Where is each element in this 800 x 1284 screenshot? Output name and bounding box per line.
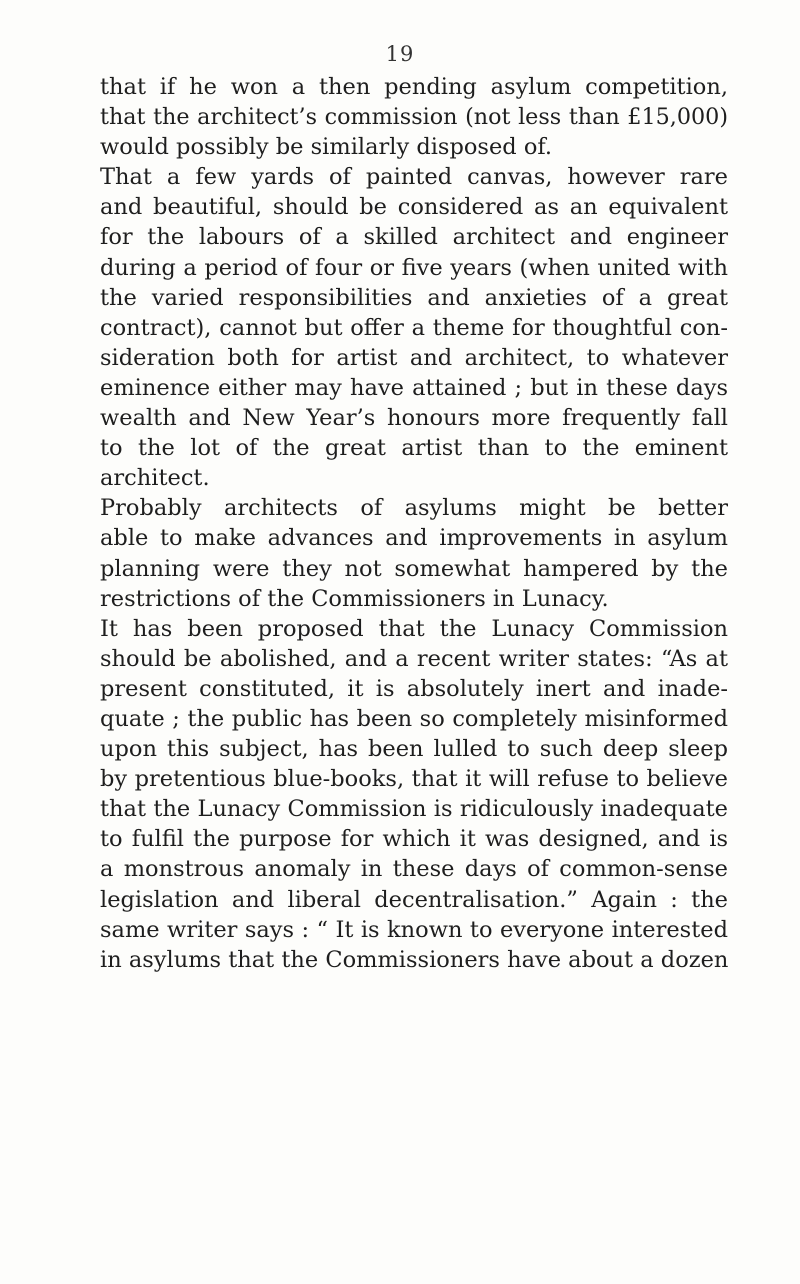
text-line: It has been proposed that the Lunacy Commission bbox=[100, 615, 728, 642]
text-line: sideration both for artist and architect, to whatever bbox=[100, 344, 728, 371]
text-line: legislation and liberal decentralisation.” Again : the bbox=[100, 886, 728, 913]
text-line: present constituted, it is absolutely inert and inade- bbox=[100, 675, 728, 702]
text-line: a monstrous anomaly in these days of common-sense bbox=[100, 856, 728, 883]
text-line: and beautiful, should be considered as an equivalent bbox=[100, 194, 728, 221]
text-line: architect. bbox=[100, 465, 210, 492]
text-line: during a period of four or five years (when united with bbox=[100, 254, 728, 281]
text-line: by pretentious blue-books, that it will refuse to believe bbox=[100, 766, 728, 793]
text-line: restrictions of the Commissioners in Lunacy. bbox=[100, 585, 609, 612]
text-line: should be abolished, and a recent writer states: “As at bbox=[100, 645, 728, 672]
text-line: the varied responsibilities and anxieties of a great bbox=[100, 284, 728, 311]
body-text bbox=[100, 72, 728, 975]
text-line: that the architect’s commission (not less than £15,000) bbox=[100, 104, 728, 131]
text-line: upon this subject, has been lulled to such deep sleep bbox=[100, 736, 728, 763]
text-line: that the Lunacy Commission is ridiculously inadequate bbox=[100, 796, 728, 823]
text-line: that if he won a then pending asylum competition, bbox=[100, 74, 728, 100]
text-line: contract), cannot but offer a theme for thoughtful con- bbox=[100, 314, 728, 341]
text-line: to fulfil the purpose for which it was designed, and is bbox=[100, 826, 728, 853]
page-number: 19 bbox=[385, 42, 415, 66]
text-line: able to make advances and improvements in asylum bbox=[100, 525, 728, 552]
text-line: wealth and New Year’s honours more frequently fall bbox=[100, 405, 728, 432]
text-line: That a few yards of painted canvas, however rare bbox=[100, 164, 728, 191]
text-line: in asylums that the Commissioners have about a dozen bbox=[100, 946, 729, 973]
text-line: planning were they not somewhat hampered by the bbox=[100, 555, 728, 582]
text-line: quate ; the public has been so completely misinformed bbox=[100, 705, 728, 732]
text-line: same writer says : “ It is known to everyone interested bbox=[100, 916, 728, 943]
text-line: eminence either may have attained ; but in these days bbox=[100, 374, 728, 401]
text-line: Probably architects of asylums might be better bbox=[100, 495, 728, 522]
text-line: to the lot of the great artist than to the eminent bbox=[100, 435, 728, 462]
text-line: for the labours of a skilled architect and engineer bbox=[100, 224, 728, 251]
text-line: would possibly be similarly disposed of. bbox=[100, 134, 553, 161]
